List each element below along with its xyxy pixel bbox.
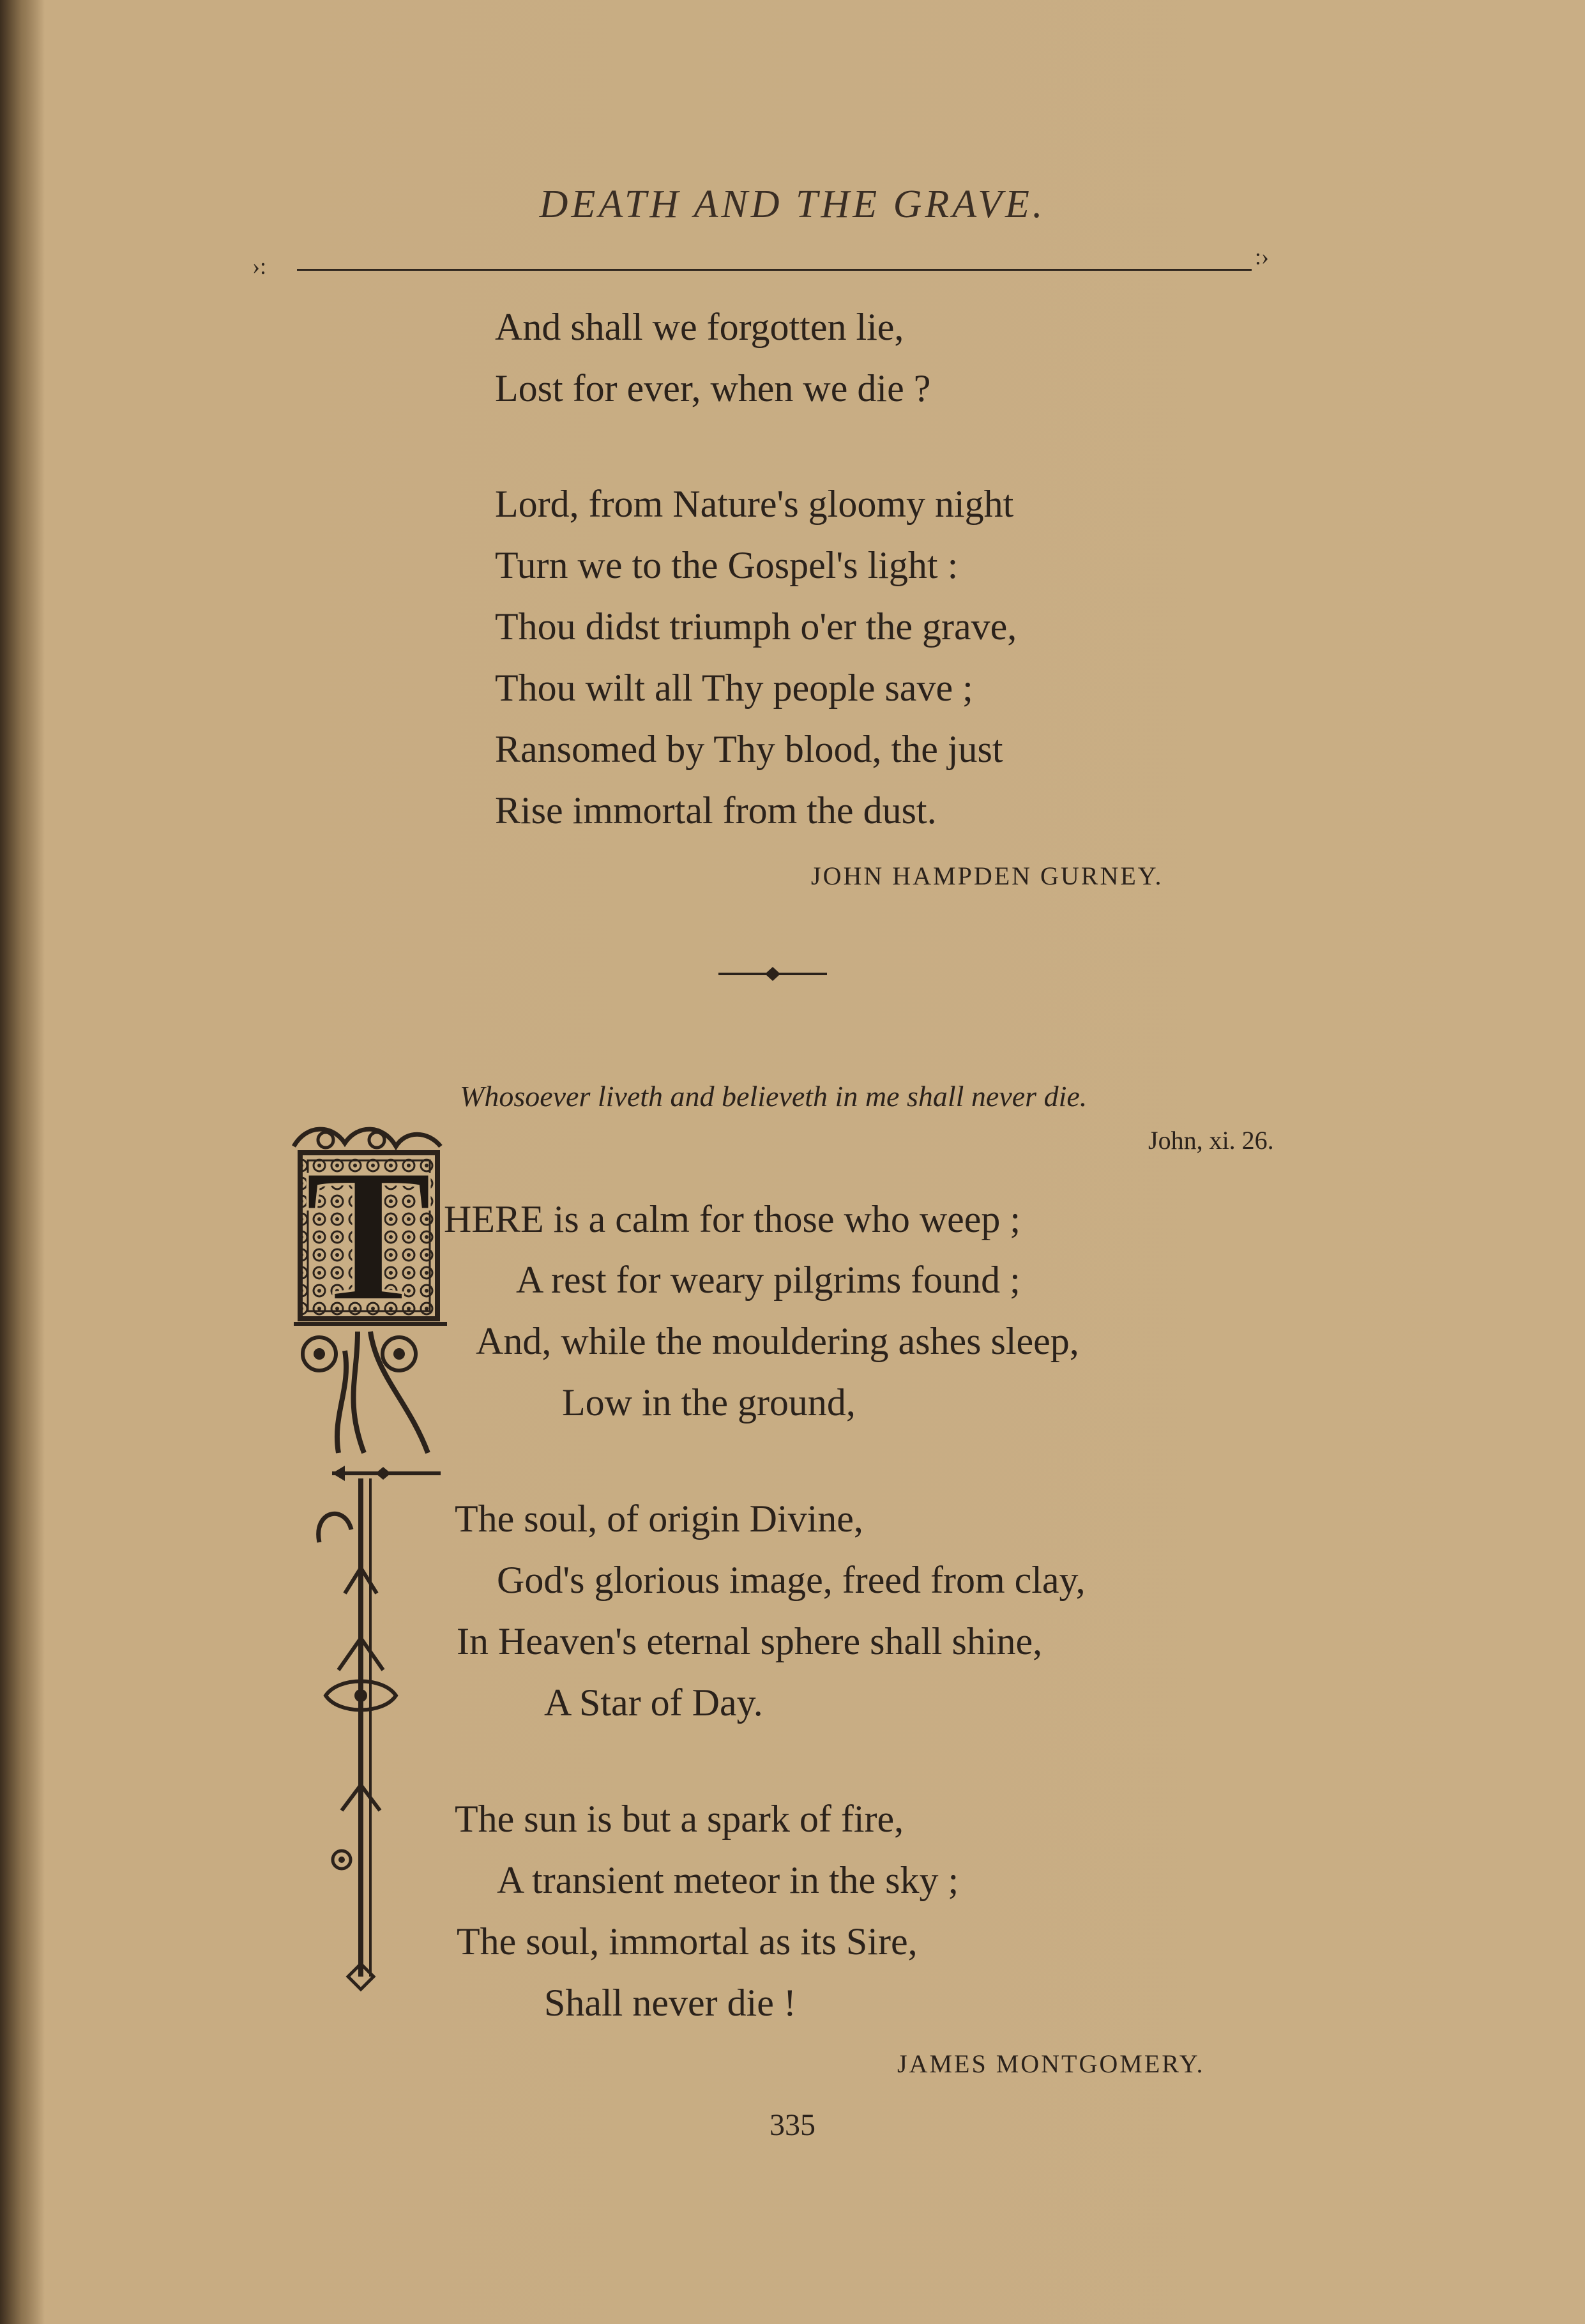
poem1-line-2: Lost for ever, when we die ?	[495, 367, 931, 409]
poem2-line-9: The sun is but a spark of fire,	[455, 1798, 904, 1840]
poem2-author: JAMES MONTGOMERY.	[897, 2049, 1205, 2078]
poem1-author: JOHN HAMPDEN GURNEY.	[811, 862, 1164, 890]
poem1-line-6: Thou wilt all Thy people save ;	[495, 667, 973, 709]
initial-letter: T	[304, 1129, 433, 1341]
poem2-line-5: The soul, of origin Divine,	[455, 1498, 863, 1540]
page-title: DEATH AND THE GRAVE.	[539, 183, 1046, 226]
poem1-line-5: Thou didst triumph o'er the grave,	[495, 605, 1017, 648]
poem2-line-1: HERE is a calm for those who weep ;	[444, 1198, 1021, 1240]
poem2-line-4: Low in the ground,	[562, 1381, 856, 1424]
poem1-line-4: Turn we to the Gospel's light :	[495, 544, 959, 586]
book-spine-shadow	[0, 0, 45, 2324]
section-divider-ornament	[718, 964, 827, 984]
scripture-reference: John, xi. 26.	[1148, 1126, 1274, 1155]
poem2-line-6: God's glorious image, freed from clay,	[497, 1559, 1086, 1601]
poem1-line-7: Ransomed by Thy blood, the just	[495, 728, 1003, 770]
poem2-line-2: A rest for weary pilgrims found ;	[516, 1259, 1020, 1301]
rule-ornament-left: ›:	[252, 254, 266, 279]
poem2-line-8: A Star of Day.	[544, 1682, 763, 1724]
page-number: 335	[770, 2108, 815, 2142]
poem2-line-11: The soul, immortal as its Sire,	[457, 1920, 918, 1963]
illuminated-initial	[275, 1121, 453, 2002]
poem1-line-1: And shall we forgotten lie,	[495, 306, 904, 348]
poem1-line-3: Lord, from Nature's gloomy night	[495, 483, 1014, 525]
poem1-line-8: Rise immortal from the dust.	[495, 789, 937, 832]
rule-ornament-right: :›	[1255, 244, 1269, 270]
header-rule	[297, 269, 1252, 271]
poem2-line-7: In Heaven's eternal sphere shall shine,	[457, 1620, 1043, 1662]
poem2-line-3: And, while the mouldering ashes sleep,	[476, 1320, 1079, 1362]
poem2-line-12: Shall never die !	[544, 1982, 796, 2024]
epigraph: Whosoever liveth and believeth in me shall never die.	[460, 1080, 1088, 1113]
poem2-line-10: A transient meteor in the sky ;	[497, 1859, 959, 1901]
